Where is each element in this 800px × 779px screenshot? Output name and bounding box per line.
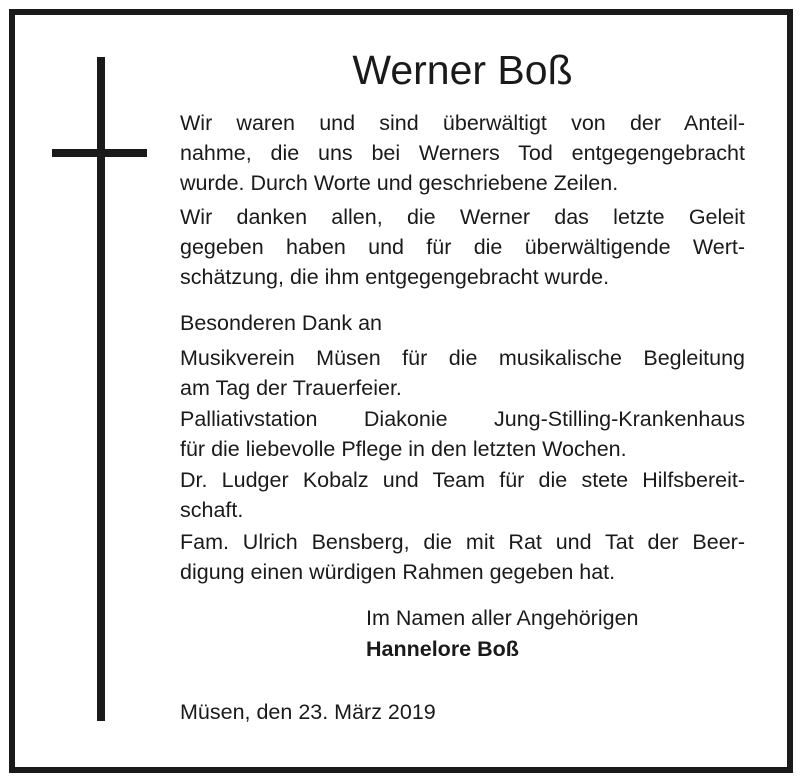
special-thanks-heading — [180, 308, 745, 338]
paragraph-line: Wir danken allen, die Werner das letzte Geleit — [180, 205, 745, 229]
paragraph-line: wurde. Durch Worte und geschriebene Zeilen. — [180, 171, 619, 195]
paragraph-line: gegeben haben und für die überwältigende Wert- — [180, 235, 745, 259]
thanks-item-doctor — [180, 465, 745, 525]
paragraph-line: Musikverein Müsen für die musikalische Begleitung — [180, 346, 745, 370]
thanks-item-family — [180, 527, 745, 587]
paragraph-line: am Tag der Trauerfeier. — [180, 376, 402, 400]
paragraph-line: für die liebevolle Pflege in den letzten Wochen. — [180, 437, 627, 461]
heading-line: Besonderen Dank an — [180, 311, 383, 335]
thanks-item-palliative-station — [180, 404, 745, 464]
cross-icon-horizontal-bar — [52, 149, 147, 157]
paragraph-line: Fam. Ulrich Bensberg, die mit Rat und Tat der Beer- — [180, 530, 745, 554]
place-and-date: Müsen, den 23. März 2019 — [180, 700, 436, 724]
paragraph-line: digung einen würdigen Rahmen gegeben hat. — [180, 560, 616, 584]
signature-intro: Im Namen aller Angehörigen — [366, 606, 639, 630]
paragraph-line: schätzung, die ihm entgegengebracht wurde. — [180, 265, 610, 289]
paragraph-thanks-all — [180, 202, 745, 292]
signature-name: Hannelore Boß — [366, 637, 519, 661]
paragraph-line: schaft. — [180, 498, 244, 522]
paragraph-line: Wir waren und sind überwältigt von der Anteil- — [180, 111, 745, 135]
paragraph-gratitude — [180, 108, 745, 198]
paragraph-line: Palliativstation Diakonie Jung-Stilling-Krankenhaus — [180, 407, 745, 431]
thanks-item-music-club — [180, 343, 745, 403]
deceased-name: Werner Boß — [352, 47, 573, 93]
paragraph-line: nahme, die uns bei Werners Tod entgegengebracht — [180, 141, 745, 165]
paragraph-line: Dr. Ludger Kobalz und Team für die stete Hilfsbereit- — [180, 468, 745, 492]
